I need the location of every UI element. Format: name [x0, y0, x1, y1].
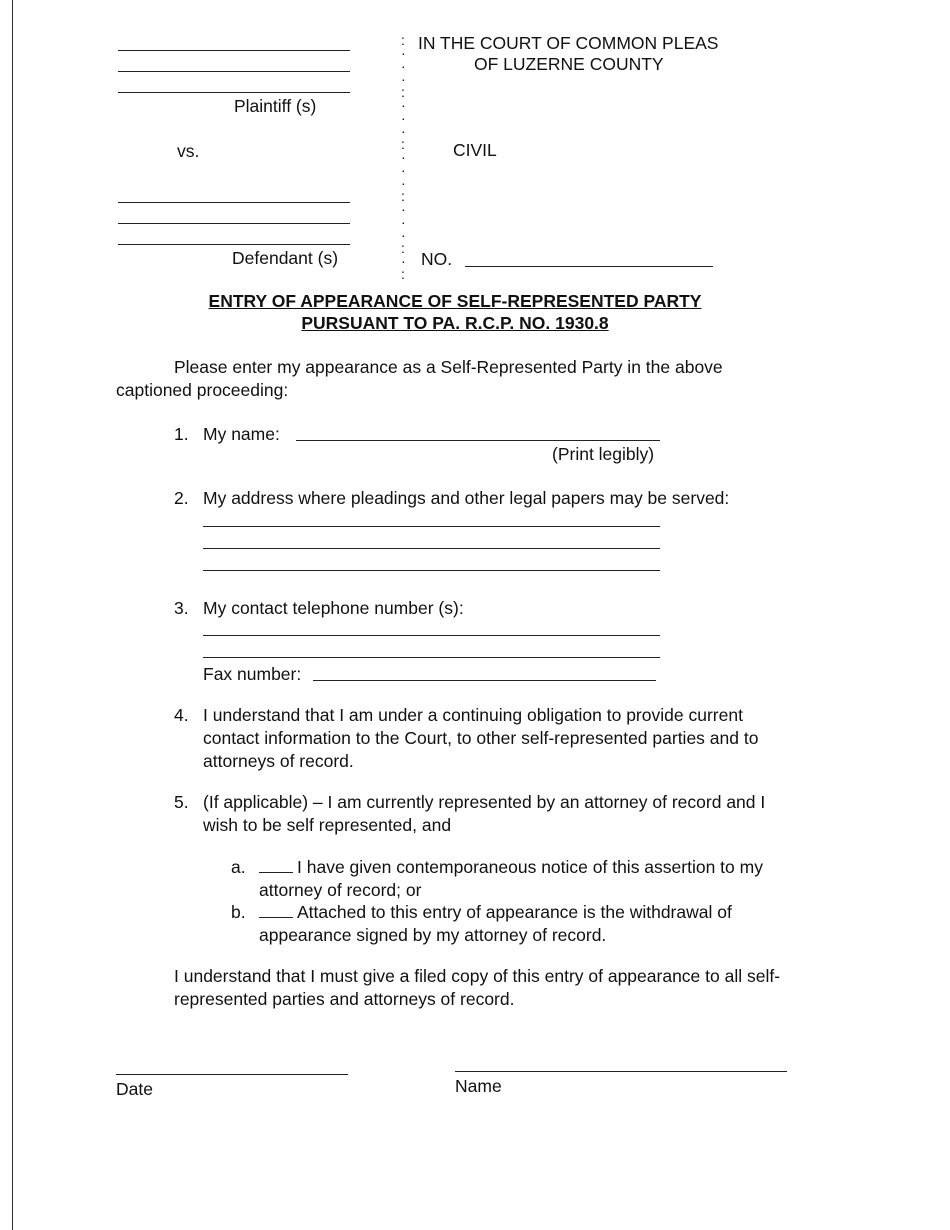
address-line-2[interactable]: [203, 548, 660, 549]
date-field[interactable]: [116, 1074, 348, 1075]
sub-a-text: I have given contemporaneous notice of this assertion to my attorney of record; or: [259, 857, 763, 900]
sub-b-option: [259, 901, 789, 947]
item-3-label: My contact telephone number (s):: [203, 598, 464, 618]
address-line-1[interactable]: [203, 526, 660, 527]
defendant-label: Defendant (s): [232, 248, 339, 268]
form-title-line-2: PURSUANT TO PA. R.C.P. NO. 1930.8: [301, 313, 609, 333]
sub-b-letter: b.: [231, 902, 246, 922]
item-2-label: My address where pleadings and other legal papers may be served:: [203, 488, 730, 508]
defendant-line-1[interactable]: [118, 202, 350, 203]
case-number-label: NO.: [421, 249, 453, 269]
case-number-field[interactable]: [465, 266, 713, 267]
sub-b-text: Attached to this entry of appearance is the withdrawal of appearance signed by my attorney of record.: [259, 902, 732, 945]
form-title-line-1: ENTRY OF APPEARANCE OF SELF-REPRESENTED PARTY: [208, 291, 702, 311]
print-legibly-hint: (Print legibly): [552, 444, 655, 464]
telephone-line-2[interactable]: [203, 657, 660, 658]
plaintiff-line-3[interactable]: [118, 92, 350, 93]
telephone-line-1[interactable]: [203, 635, 660, 636]
sub-a-letter: a.: [231, 857, 246, 877]
page-edge-line: [12, 0, 13, 1230]
sub-b-checkbox-blank[interactable]: [259, 903, 293, 918]
name-field[interactable]: [296, 440, 660, 441]
item-4-text: I understand that I am under a continuing obligation to provide current contact information to the Court, to other self-represented parties and to attorneys of record.: [203, 705, 759, 771]
closing-paragraph: I understand that I must give a filed copy of this entry of appearance to all self-represented parties and attorneys of record.: [174, 966, 781, 1009]
date-label: Date: [116, 1079, 153, 1099]
defendant-line-3[interactable]: [118, 244, 350, 245]
court-name-line-2: OF LUZERNE COUNTY: [474, 54, 664, 74]
court-name-line-1: IN THE COURT OF COMMON PLEAS: [418, 33, 719, 53]
item-3-number: 3.: [174, 598, 189, 618]
item-2-number: 2.: [174, 488, 189, 508]
name-signature-field[interactable]: [455, 1071, 787, 1072]
name-label: Name: [455, 1076, 502, 1096]
item-1-label: My name:: [203, 424, 280, 444]
defendant-line-2[interactable]: [118, 223, 350, 224]
item-5-number: 5.: [174, 792, 189, 812]
plaintiff-label: Plaintiff (s): [234, 96, 317, 116]
item-5-text: (If applicable) – I am currently represented by an attorney of record and I wish to be self represented, and: [203, 792, 766, 835]
caption-divider: : · · · : · · · : · · · : · · · : · :: [401, 32, 406, 282]
fax-field[interactable]: [313, 680, 656, 681]
fax-label: Fax number:: [203, 664, 302, 684]
intro-paragraph: Please enter my appearance as a Self-Represented Party in the above captioned proceeding:: [116, 357, 723, 400]
plaintiff-line-2[interactable]: [118, 71, 350, 72]
address-line-3[interactable]: [203, 570, 660, 571]
sub-a-checkbox-blank[interactable]: [259, 858, 293, 873]
item-1-number: 1.: [174, 424, 189, 444]
sub-a-option: [259, 856, 789, 902]
vs-label: vs.: [177, 141, 200, 161]
case-type: CIVIL: [453, 140, 497, 160]
item-4-number: 4.: [174, 705, 189, 725]
plaintiff-line-1[interactable]: [118, 50, 350, 51]
